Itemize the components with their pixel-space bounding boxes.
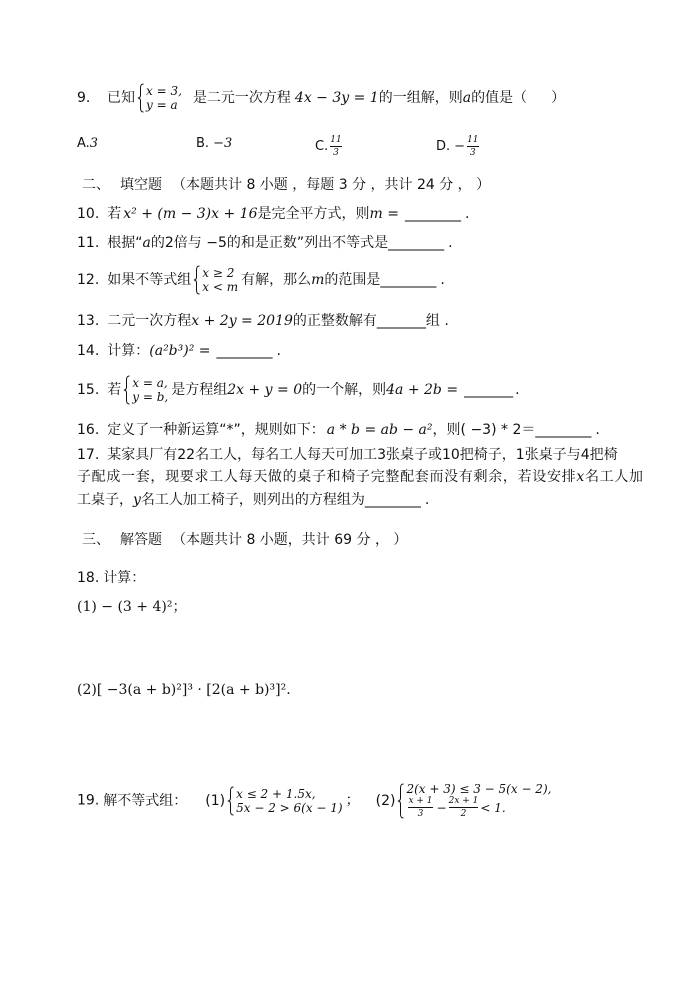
question-end: . [515, 382, 520, 398]
part-label: (1) [205, 792, 226, 809]
option-b [196, 135, 232, 153]
question-end: . [440, 272, 445, 288]
inequality-tail: < 1. [480, 800, 506, 815]
system-row: y = b, [132, 390, 169, 404]
question-18-part-2 [77, 681, 291, 699]
math-variable: x [576, 469, 585, 485]
part-label: (2) [375, 792, 396, 809]
question-end: . [464, 206, 470, 222]
math-expression: x² + (m − 3)x + 16 [123, 206, 258, 222]
answer-blank: ________ [364, 492, 421, 508]
fraction [467, 135, 478, 158]
question-15 [77, 375, 520, 405]
system-row: x = a, [132, 376, 168, 390]
question-number: 17. [77, 447, 100, 463]
answer-blank: ________ [388, 235, 445, 251]
separator: ； [345, 792, 360, 809]
fraction-numerator: 2x + 1 [448, 796, 479, 806]
left-brace-symbol [123, 375, 130, 405]
question-12 [77, 265, 445, 295]
question-text: 的一个解，则 [302, 382, 387, 398]
question-text: 计算： [103, 570, 146, 586]
question-number: 12. [77, 272, 100, 288]
minus-sign: − [436, 800, 447, 815]
math-expression: 2x + y = 0 [227, 382, 303, 398]
system-row [406, 796, 551, 819]
section-number: 三、 [82, 532, 110, 548]
system-row: 2(x + 3) ≤ 3 − 5(x − 2), [406, 782, 552, 796]
question-17-line-2 [77, 468, 643, 486]
question-text: 某家具厂有22名工人，每名工人每天可加工3张桌子或10把椅子，1张桌子与4把椅 [107, 447, 618, 463]
question-end: . [424, 492, 430, 508]
question-number: 13. [77, 313, 100, 329]
fraction [449, 796, 479, 819]
question-14 [77, 342, 281, 360]
question-number: 18. [77, 570, 100, 586]
answer-blank: ________ [380, 272, 437, 288]
question-13 [77, 312, 449, 330]
inequality-system [397, 782, 551, 819]
option-d [436, 135, 481, 158]
question-10 [77, 205, 469, 223]
inequality-system [227, 786, 343, 816]
question-number: 19. [77, 792, 100, 809]
math-expression: a * b = ab − a² [326, 422, 433, 438]
fraction-denominator: 2 [460, 809, 467, 819]
answer-blank: ________ [404, 206, 461, 222]
question-17-line-3 [77, 491, 429, 509]
math-variable: a [462, 90, 472, 106]
fraction-bar [467, 146, 478, 147]
fraction-denominator: 3 [417, 809, 424, 819]
question-text: ） [551, 90, 566, 106]
question-text: 若 [107, 206, 122, 222]
question-text: 定义了一种新运算“*”，规则如下： [107, 422, 325, 438]
question-text: 已知 [107, 90, 135, 106]
equation-system [137, 83, 182, 113]
question-text: 的范围是 [324, 272, 381, 288]
option-label: C. [315, 139, 329, 154]
answer-blank: _______ [464, 382, 514, 398]
question-text: 若 [107, 382, 122, 398]
option-label: D. [436, 139, 451, 154]
section-header-solve [82, 531, 407, 549]
question-end: 组 . [425, 313, 449, 329]
math-expression: (a²b³)² = [149, 343, 211, 359]
fraction-denominator: 3 [469, 148, 476, 158]
option-value: 3 [89, 136, 99, 151]
question-text: 名工人加 [584, 469, 644, 485]
fraction [330, 135, 341, 158]
system-row: y = a [146, 98, 178, 112]
question-11 [77, 234, 453, 252]
question-text: 名工人加工椅子，则列出的方程组为 [140, 492, 365, 508]
left-brace-symbol [193, 265, 200, 295]
question-end: . [276, 343, 281, 359]
option-sign: − [454, 139, 466, 154]
question-text: 子配成一套，现要求工人每天做的桌子和椅子完整配套而没有剩余，若设安排 [77, 469, 577, 485]
math-variable: m [311, 272, 325, 288]
math-variable: a [142, 235, 151, 251]
option-label: A. [77, 136, 90, 151]
answer-blank: _______ [376, 313, 426, 329]
question-18-part-1 [77, 598, 186, 616]
math-expression: x + 2y = 2019 [191, 313, 293, 329]
fraction-numerator: 11 [330, 135, 342, 145]
fraction [408, 796, 432, 819]
fraction-numerator: x + 1 [408, 796, 433, 806]
question-17-line-1 [77, 446, 618, 464]
section-title: 解答题 [120, 532, 162, 548]
question-text: 的值是（ [471, 90, 528, 106]
question-19 [77, 782, 554, 819]
solution-system [123, 375, 168, 405]
fraction-denominator: 3 [333, 148, 339, 158]
left-brace-symbol [227, 786, 234, 816]
fraction-numerator: 11 [467, 135, 479, 145]
math-expression: 4a + 2b = [386, 382, 459, 398]
left-brace-symbol [137, 83, 144, 113]
section-number: 二、 [82, 177, 110, 193]
section-title: 填空题 [120, 177, 162, 193]
question-text: 如果不等式组 [107, 272, 192, 288]
system-row: x ≤ 2 + 1.5x, [236, 786, 316, 801]
question-9 [77, 83, 565, 113]
question-end: . [595, 422, 600, 438]
answer-blank: ________ [216, 343, 273, 359]
math-expression: (2)[ −3(a + b)²]³ · [2(a + b)³]². [77, 682, 291, 698]
question-number: 14. [77, 343, 100, 359]
question-number: 9. [77, 90, 91, 106]
math-expression: 4x − 3y = 1 [294, 90, 379, 106]
option-c [315, 135, 344, 158]
question-text: 解不等式组： [103, 792, 188, 809]
question-text: ，则( −3) * 2＝ [432, 422, 536, 438]
fraction-bar [408, 807, 432, 808]
option-value: −3 [213, 136, 233, 151]
question-text: 的正整数解有 [292, 313, 377, 329]
option-label: B. [196, 136, 210, 151]
inequality-system [193, 265, 238, 295]
question-text: 是方程组 [171, 382, 228, 398]
section-header-fill-in [82, 176, 490, 194]
left-brace-symbol [397, 783, 404, 819]
question-18 [77, 569, 145, 587]
question-text: 是二元一次方程 [192, 90, 291, 106]
question-text: 根据“ [107, 235, 143, 251]
system-row: x = 3, [146, 84, 182, 98]
math-expression: m = [369, 206, 399, 222]
question-16 [77, 421, 600, 439]
question-text: 有解，那么 [241, 272, 312, 288]
question-text: 计算： [107, 343, 150, 359]
question-number: 11. [77, 235, 100, 251]
answer-blank: ________ [535, 422, 592, 438]
system-row: x < m [202, 280, 239, 294]
question-text: 工桌子， [77, 492, 133, 508]
section-info: （本题共计 8 小题 ，每题 3 分 ，共计 24 分 ， ） [172, 177, 491, 193]
math-expression: (1) − (3 + 4)²； [77, 599, 187, 615]
math-variable: y [133, 492, 141, 508]
option-a [77, 135, 98, 153]
question-text: 的一组解，则 [378, 90, 463, 106]
question-number: 10. [77, 206, 100, 222]
fraction-bar [330, 146, 341, 147]
system-row: 5x − 2 > 6(x − 1) [236, 800, 343, 815]
question-number: 16. [77, 422, 100, 438]
section-info: （本题共计 8 小题，共计 69 分 ， ） [172, 532, 408, 548]
question-text: 是完全平方式，则 [257, 206, 370, 222]
question-text: 二元一次方程 [107, 313, 192, 329]
question-text: 的2倍与 −5的和是正数”列出不等式是 [150, 235, 389, 251]
fraction-bar [449, 807, 479, 808]
question-number: 15. [77, 382, 100, 398]
system-row: x ≥ 2 [202, 266, 235, 280]
question-end: . [448, 235, 453, 251]
